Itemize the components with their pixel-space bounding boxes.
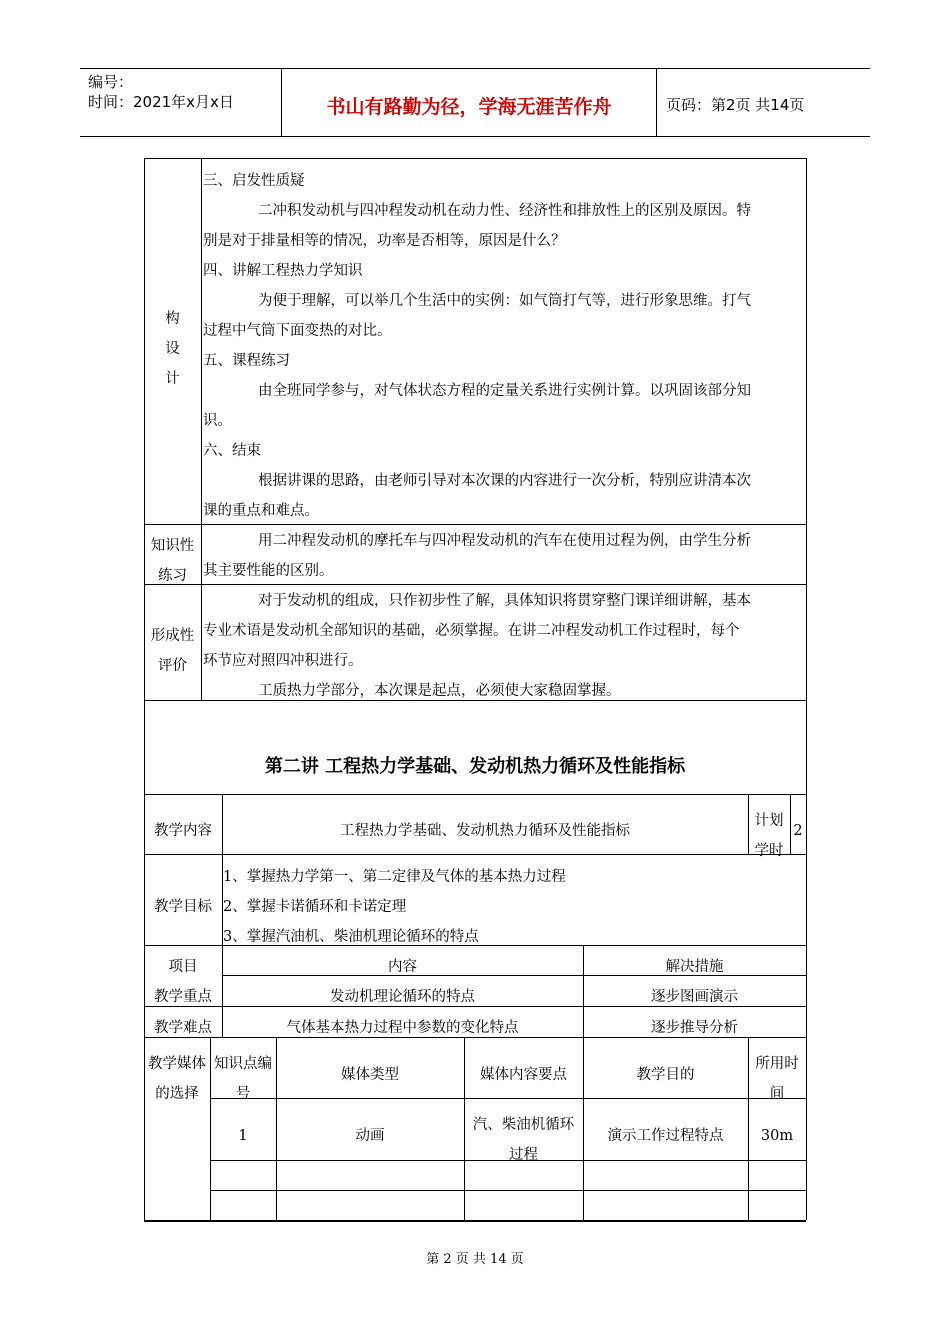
media-header-purpose: 教学目的 [636,1067,695,1083]
label-line: 设 [165,341,180,357]
header-item: 项目 [168,959,198,975]
para-line: 过程中气筒下面变热的对比。 [203,323,392,339]
time-label: 时间：2021年x月x日 [88,93,234,111]
label-line: 汽、柴油机循环 [472,1117,575,1133]
para-line: 专业术语是发动机全部知识的基础，必须掌握。在讲二冲程发动机工作过程时，每个 [203,623,740,639]
rule [210,1190,806,1191]
rule [144,584,806,585]
goal-item: 1、掌握热力学第一、第二定律及气体的基本热力过程 [223,869,566,885]
media-row-purpose: 演示工作过程特点 [607,1128,724,1144]
rule [144,524,806,525]
rule [201,158,202,700]
media-row-type: 动画 [355,1128,385,1144]
para-line: 二冲积发动机与四冲程发动机在动力性、经济性和排放性上的区别及原因。特 [258,203,751,219]
para-line: 由全班同学参与，对气体状态方程的定量关系进行实例计算。以巩固该部分知 [258,383,751,399]
header-divider-right [656,68,657,136]
heading-practice: 五、课程练习 [203,353,290,369]
media-header-points: 媒体内容要点 [480,1067,567,1083]
para-line: 课的重点和难点。 [203,503,319,519]
para-line: 别是对于排量相等的情况，功率是否相等，原因是什么？ [203,233,566,249]
label-line: 计划 [754,813,784,829]
lecture2-title: 第二讲 工程热力学基础、发动机热力循环及性能指标 [264,756,686,777]
label-line: 教学媒体 [148,1056,206,1072]
label-line: 所用时 [755,1056,799,1072]
label-line: 的选择 [155,1086,199,1102]
difficulty-solution: 逐步推导分析 [651,1020,738,1036]
knowledge-practice-label [144,531,201,591]
number-label: 编号： [88,73,134,91]
para-line: 其主要性能的区别。 [203,563,334,579]
media-header-type: 媒体类型 [341,1067,399,1083]
rule [806,158,807,700]
key-point-solution: 逐步图画演示 [651,989,738,1005]
media-row-time: 30m [760,1128,794,1144]
para-line: 对于发动机的组成，只作初步性了解，具体知识将贯穿整门课详细讲解，基本 [258,593,751,609]
key-point-content: 发动机理论循环的特点 [330,989,475,1005]
goal-item: 2、掌握卡诺循环和卡诺定理 [223,899,407,915]
header-solution: 解决措施 [665,959,724,975]
goals-label: 教学目标 [154,899,212,915]
label-line: 间 [769,1086,785,1102]
header-bottom-rule [80,136,870,137]
label-line: 知识性 [150,538,195,554]
goal-item: 3、掌握汽油机、柴油机理论循环的特点 [223,929,479,945]
header-meta [88,72,234,112]
rule [144,794,806,795]
header-divider-left [281,68,282,136]
header-motto: 书山有路勤为径，学海无涯苦作舟 [326,96,612,118]
rule [806,700,807,1220]
heading-thermo: 四、讲解工程热力学知识 [203,263,363,279]
plan-hours-label [748,806,790,866]
label-line: 知识点编 [214,1056,272,1072]
rule [144,1220,806,1222]
label-line: 计 [165,371,180,387]
label-line: 学时 [754,843,784,859]
label-line: 过程 [509,1147,538,1163]
media-row-points [464,1110,583,1170]
label-line: 形成性 [150,628,195,644]
label-line: 构 [165,311,180,327]
rule [144,158,806,159]
para-line: 环节应对照四冲积进行。 [203,653,363,669]
difficulty-content: 气体基本热力过程中参数的变化特点 [286,1020,519,1036]
label-line: 练习 [158,568,187,584]
media-header-time [748,1049,806,1109]
para-line: 识。 [203,413,232,429]
para-line: 用二冲程发动机的摩托车与四冲程发动机的汽车在使用过程为例，由学生分析 [258,533,751,549]
header-page-info: 页码：第2页 共14页 [666,96,805,114]
media-row-no: 1 [238,1128,248,1144]
heading-questioning: 三、启发性质疑 [203,173,305,189]
page-footer: 第 2 页 共 14 页 [426,1252,524,1267]
rule [144,158,145,700]
header-content: 内容 [388,959,417,975]
content-label: 教学内容 [154,823,212,839]
para-line: 工质热力学部分，本次课是起点，必须使大家稳固掌握。 [258,683,621,699]
key-point-label: 教学重点 [154,989,212,1005]
structure-design-label [144,304,201,394]
para-line: 为便于理解，可以举几个生活中的实例：如气筒打气等，进行形象思维。打气 [258,293,751,309]
rule [210,1098,806,1099]
plan-hours-value: 2 [793,823,803,839]
rule [144,854,806,855]
para-line: 根据讲课的思路，由老师引导对本次课的内容进行一次分析，特别应讲清本次 [258,473,751,489]
formative-eval-label [144,621,201,681]
difficulty-label: 教学难点 [154,1020,212,1036]
content-value: 工程热力学基础、发动机热力循环及性能指标 [340,823,630,839]
media-header-point-no [210,1049,276,1109]
media-label [144,1049,210,1109]
heading-ending: 六、结束 [203,443,261,459]
header-top-rule [80,68,870,69]
label-line: 评价 [158,658,187,674]
label-line: 号 [235,1086,251,1102]
